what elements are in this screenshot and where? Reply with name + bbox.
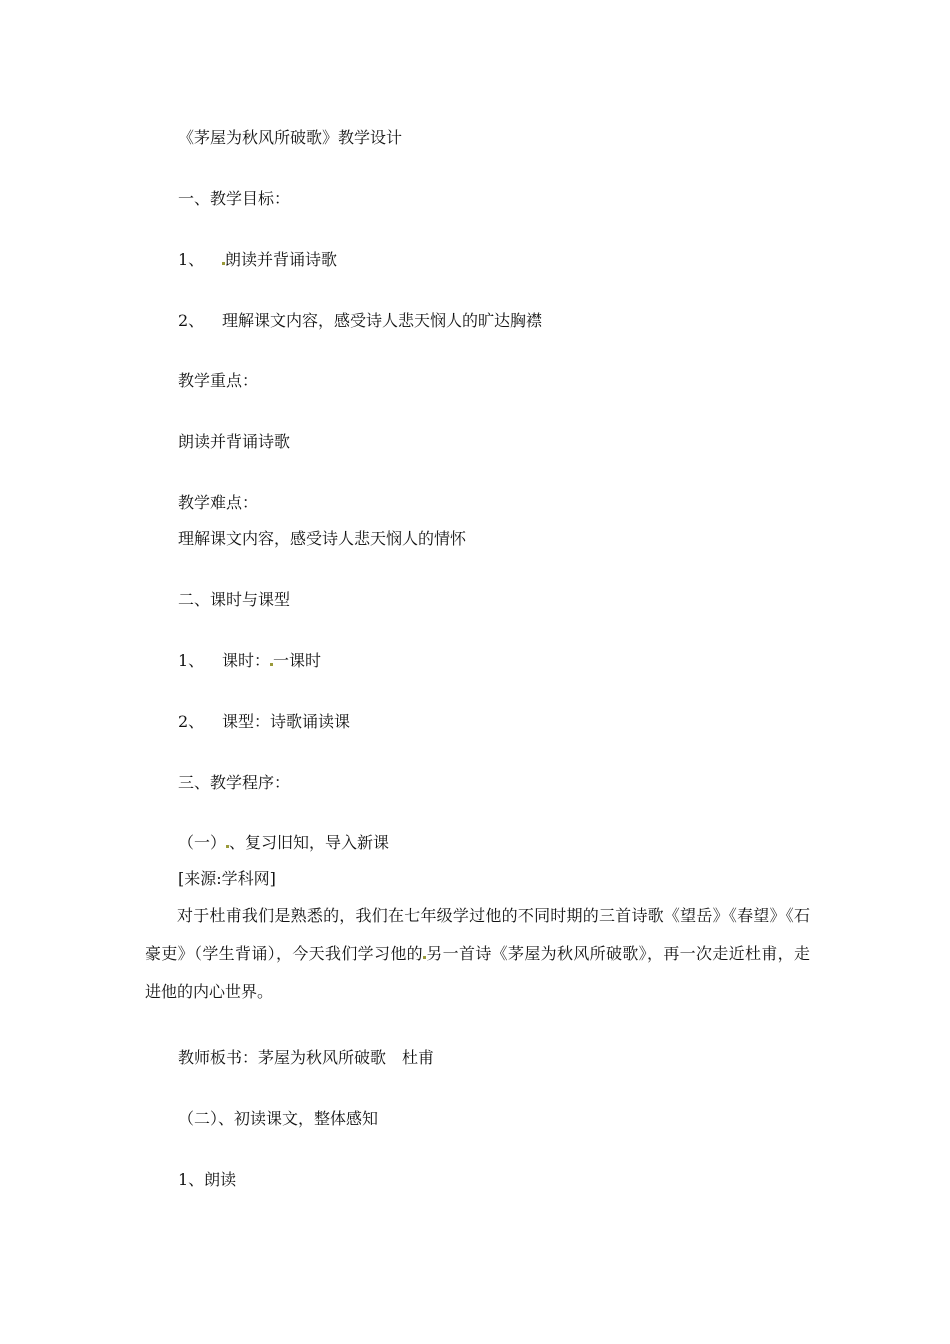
lesson-item-1-number: 1、 xyxy=(178,651,205,670)
goal-item-1-text: 朗读并背诵诗歌 xyxy=(225,250,338,269)
section-heading-lesson: 二、课时与课型 xyxy=(178,590,291,609)
goal-item-1-number: 1、 xyxy=(178,250,205,269)
key-point-text: 朗读并背诵诗歌 xyxy=(178,432,291,451)
step-2-heading: （二）、初读课文，整体感知 xyxy=(178,1109,379,1128)
lesson-item-2-text: 课型：诗歌诵读课 xyxy=(222,712,351,731)
document-title: 《茅屋为秋风所破歌》教学设计 xyxy=(178,128,403,147)
intro-paragraph-part2: 另一首诗《茅屋为秋风所破歌》，再一次走近杜甫，走进他的内心世界。 xyxy=(145,944,810,1001)
difficulty-heading: 教学难点： xyxy=(178,493,259,512)
goal-item-1 xyxy=(178,249,337,271)
lesson-item-1-label: 课时： xyxy=(222,651,271,670)
board-note: 教师板书：茅屋为秋风所破歌 杜甫 xyxy=(178,1048,435,1067)
step-1-text: 、复习旧知，导入新课 xyxy=(229,833,390,852)
intro-paragraph xyxy=(145,897,810,1011)
lesson-item-1 xyxy=(178,650,321,672)
goal-item-2-text: 理解课文内容，感受诗人悲天悯人的旷达胸襟 xyxy=(222,311,543,330)
goal-item-2-number: 2、 xyxy=(178,311,205,330)
intro-paragraph-part1: 对于杜甫我们是熟悉的，我们在七年级学过他的不同时期的三首诗歌《望岳》《春望》《石豪吏》（学生背诵），今天我们学习他的 xyxy=(145,906,810,963)
lesson-item-2 xyxy=(178,711,350,733)
step-2-item-1: 1、朗读 xyxy=(178,1170,237,1189)
goal-item-2 xyxy=(178,310,542,332)
step-1-heading xyxy=(178,832,389,854)
lesson-item-2-number: 2、 xyxy=(178,712,205,731)
section-heading-goals: 一、教学目标： xyxy=(178,189,291,208)
difficulty-text: 理解课文内容，感受诗人悲天悯人的情怀 xyxy=(178,529,467,548)
lesson-item-1-value: 一课时 xyxy=(273,651,322,670)
source-note: [来源:学科网] xyxy=(178,869,276,888)
section-heading-procedure: 三、教学程序： xyxy=(178,773,291,792)
key-point-heading: 教学重点： xyxy=(178,371,259,390)
step-1-prefix: （一） xyxy=(178,833,227,852)
